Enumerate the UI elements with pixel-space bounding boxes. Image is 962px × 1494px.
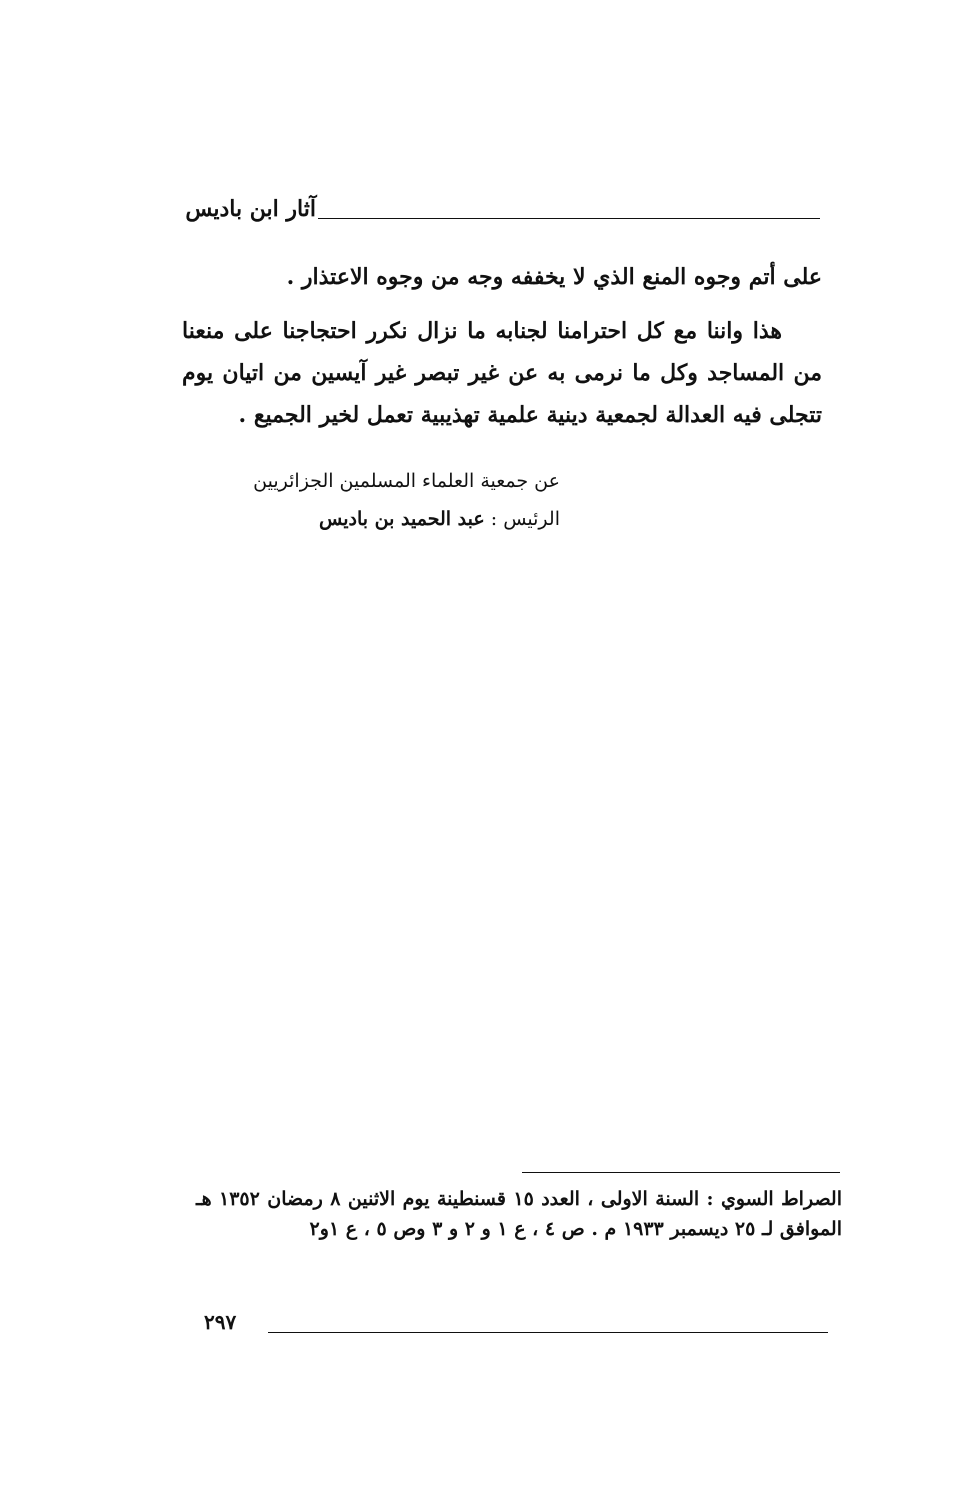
footnote: الصراط السوي : السنة الاولى ، العدد ١٥ قسنطينة يوم الاثنين ٨ رمضان ١٣٥٢ هـ الموافق لـ ٢٥ ديسمبر ١٩٣٣ م . ص ٤ ، ع ١ و ٢ و ٣ وص ٥ ، ع ١و٢ <box>196 1188 842 1240</box>
page-footer <box>200 1310 830 1340</box>
header-title: آثار ابن باديس <box>185 196 316 222</box>
footer-rule <box>268 1332 828 1333</box>
signature-name: عبد الحميد بن باديس <box>318 508 485 530</box>
paragraph-1: على أتم وجوه المنع الذي لا يخففه وجه من وجوه الاعتذار . <box>286 264 822 290</box>
page-number: ٢٩٧ <box>204 1310 237 1334</box>
signature-role: الرئيس : <box>490 508 560 530</box>
paragraph-2: هذا واننا مع كل احترامنا لجنابه ما نزال نكرر احتجاجنا على منعنا من المساجد وكل ما نرمى به عن غير تبصر غير آيسين من اتيان يوم تتجلى فيه العدالة لجمعية دينية علمية تهذيبية تعمل لخير الجميع . <box>182 318 822 428</box>
header-rule <box>318 218 820 219</box>
signature-line <box>200 500 560 538</box>
signature-organization: عن جمعية العلماء المسلمين الجزائريين <box>253 470 560 492</box>
running-header <box>182 196 822 230</box>
body-text <box>182 256 822 436</box>
footnote-rule <box>522 1172 840 1173</box>
signature-block <box>200 462 560 538</box>
